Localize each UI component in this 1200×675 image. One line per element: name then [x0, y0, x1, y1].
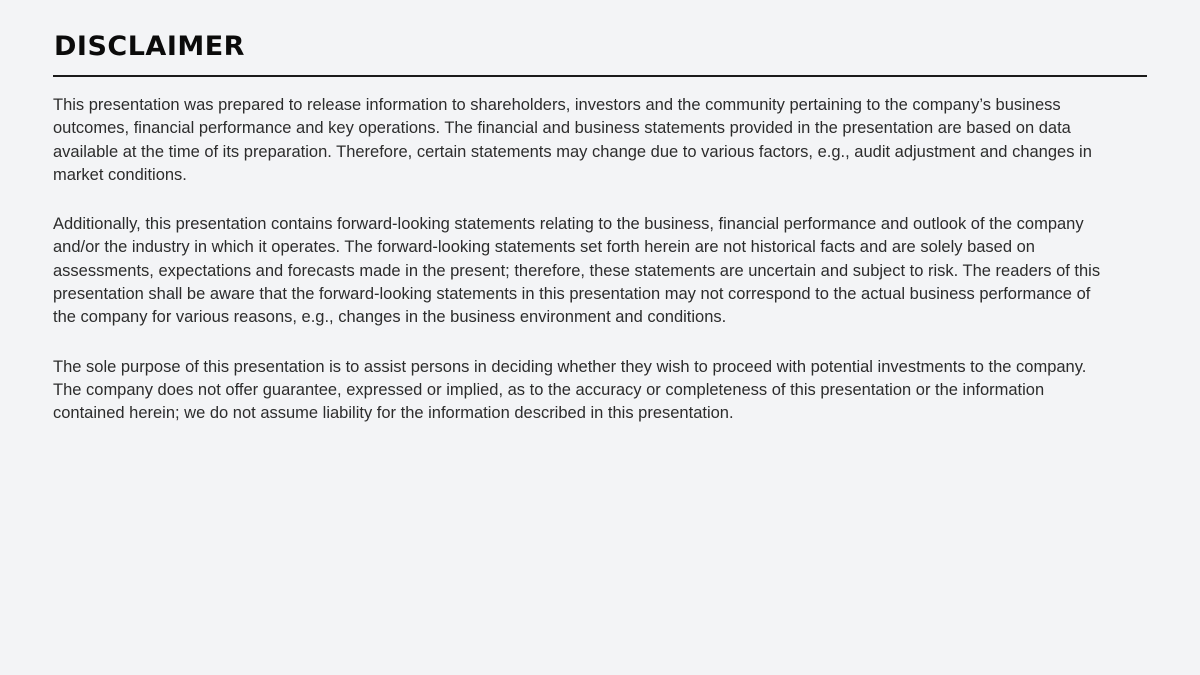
paragraph-forward-looking: Additionally, this presentation contains forward-looking statements relating to the business, financial performance and outlook of the company and/or the industry in which it operates. The forward-looking statements set forth herein are not historical facts and are solely based on assessments, expectations and forecasts made in the present; therefore, these statements are uncertain and subject to risk. The readers of this presentation shall be aware that the forward-looking statements in this presentation may not correspond to the actual business performance of the company for various reasons, e.g., changes in the business environment and conditions. — [53, 215, 1101, 327]
paragraph-sole-purpose: The sole purpose of this presentation is to assist persons in deciding whether they wish to proceed with potential investments to the company. The company does not offer guarantee, expressed or implied, as to the accuracy or completeness of this presentation or the information contained herein; we do not assume liability for the information described in this presentation. — [53, 357, 1087, 423]
paragraph-business-outcomes: This presentation was prepared to release information to shareholders, investors and the community pertaining to the company’s business outcomes, financial performance and key operations. The financial and business statements provided in the presentation are based on data available at the time of its preparation. Therefore, certain statements may change due to various factors, e.g., audit adjustment and changes in market conditions. — [53, 96, 1092, 184]
page-title: DISCLAIMER — [54, 31, 245, 62]
title-divider — [53, 75, 1147, 77]
disclaimer-body — [53, 94, 1113, 452]
